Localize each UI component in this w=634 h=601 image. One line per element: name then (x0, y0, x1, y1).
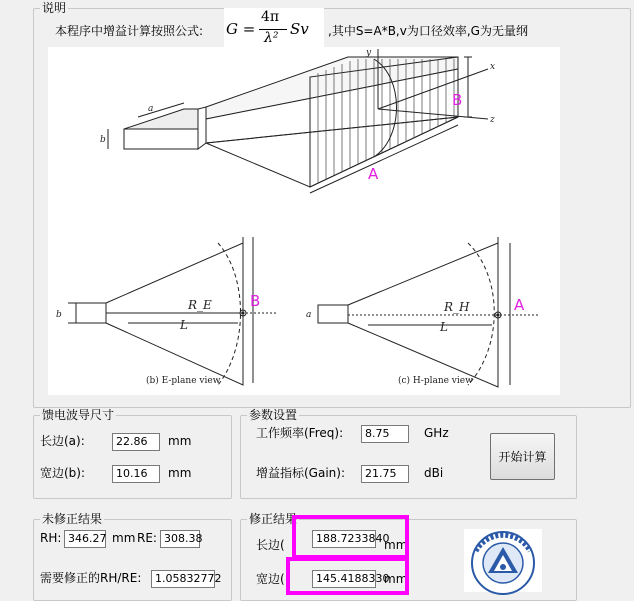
ratio-output[interactable]: 1.05832772 (151, 570, 215, 588)
h-plane-label-L: L (440, 320, 448, 334)
corrected-wide-label: 宽边( (256, 572, 285, 586)
re-output[interactable]: 308.38 (160, 530, 200, 548)
diagram-label-A-top: A (368, 165, 379, 183)
re-label: RE: (137, 531, 157, 545)
formula-lhs: G = (226, 20, 256, 38)
diagram-label-b: b (100, 135, 106, 145)
feed-waveguide-group (33, 408, 232, 499)
formula (224, 8, 324, 52)
formula-numerator: 4π (261, 9, 280, 25)
feed-long-unit: mm (168, 434, 192, 448)
e-plane-label-B: B (250, 292, 261, 310)
svg-text:b: b (56, 310, 62, 320)
university-logo (464, 529, 542, 592)
ratio-label: 需要修正的RH/RE: (40, 571, 142, 585)
horn-diagram (48, 47, 560, 395)
h-plane-label-A: A (514, 296, 525, 314)
rh-output[interactable]: 346.27 (64, 530, 106, 548)
h-plane-label-RH: R_H (444, 300, 470, 314)
feed-long-label: 长边(a): (40, 434, 85, 448)
highlight-box-wide (286, 557, 409, 595)
formula-intro-text: 本程序中增益计算按照公式: (55, 24, 204, 38)
logo-icon (464, 529, 542, 592)
diagram-label-B-top: B (452, 91, 463, 109)
gain-label: 增益指标(Gain): (256, 466, 345, 480)
start-calc-button[interactable]: 开始计算 (490, 433, 555, 480)
corrected-wide-unit: mm (384, 572, 408, 586)
corrected-long-label: 长边( (256, 538, 285, 552)
feed-group-title: 馈电波导尺寸 (42, 408, 115, 422)
freq-unit: GHz (424, 426, 449, 440)
formula-denominator: λ² (264, 30, 279, 46)
params-group-title: 参数设置 (249, 408, 298, 422)
corrected-long-output[interactable]: 188.7233840 (312, 530, 376, 548)
svg-text:a: a (306, 310, 312, 320)
h-plane-caption: (c) H-plane view (398, 376, 473, 386)
corrected-group-title: 修正结果 (249, 512, 298, 526)
feed-wide-unit: mm (168, 466, 192, 480)
diagram-axis-y: y (366, 48, 372, 58)
highlight-box-long (292, 515, 409, 559)
explanation-group-title: 说明 (42, 1, 67, 15)
diagram-axis-x: x (490, 62, 496, 72)
freq-input[interactable]: 8.75 (361, 425, 409, 443)
freq-label: 工作频率(Freq): (256, 426, 344, 440)
corrected-wide-output[interactable]: 145.4188330 (312, 570, 376, 588)
corrected-long-unit: mm (384, 538, 408, 552)
formula-tail: Sv (290, 20, 309, 38)
feed-wide-input[interactable]: 10.16 (112, 465, 160, 483)
e-plane-caption: (b) E-plane view (146, 376, 221, 386)
diagram-label-a: a (148, 104, 154, 114)
e-plane-label-RE: R_E (188, 298, 212, 312)
feed-long-input[interactable]: 22.86 (112, 433, 160, 451)
rh-label: RH: (40, 531, 62, 545)
e-plane-label-L: L (180, 318, 188, 332)
feed-wide-label: 宽边(b): (40, 466, 86, 480)
rh-unit: mm (112, 531, 136, 545)
formula-after-text: ,其中S=A*B,v为口径效率,G为无量纲 (328, 24, 528, 38)
diagram-axis-z: z (490, 115, 495, 125)
gain-unit: dBi (424, 466, 444, 480)
uncorrected-group-title: 未修正结果 (42, 512, 103, 526)
horn-diagram-svg (48, 47, 560, 395)
gain-input[interactable]: 21.75 (361, 465, 409, 483)
